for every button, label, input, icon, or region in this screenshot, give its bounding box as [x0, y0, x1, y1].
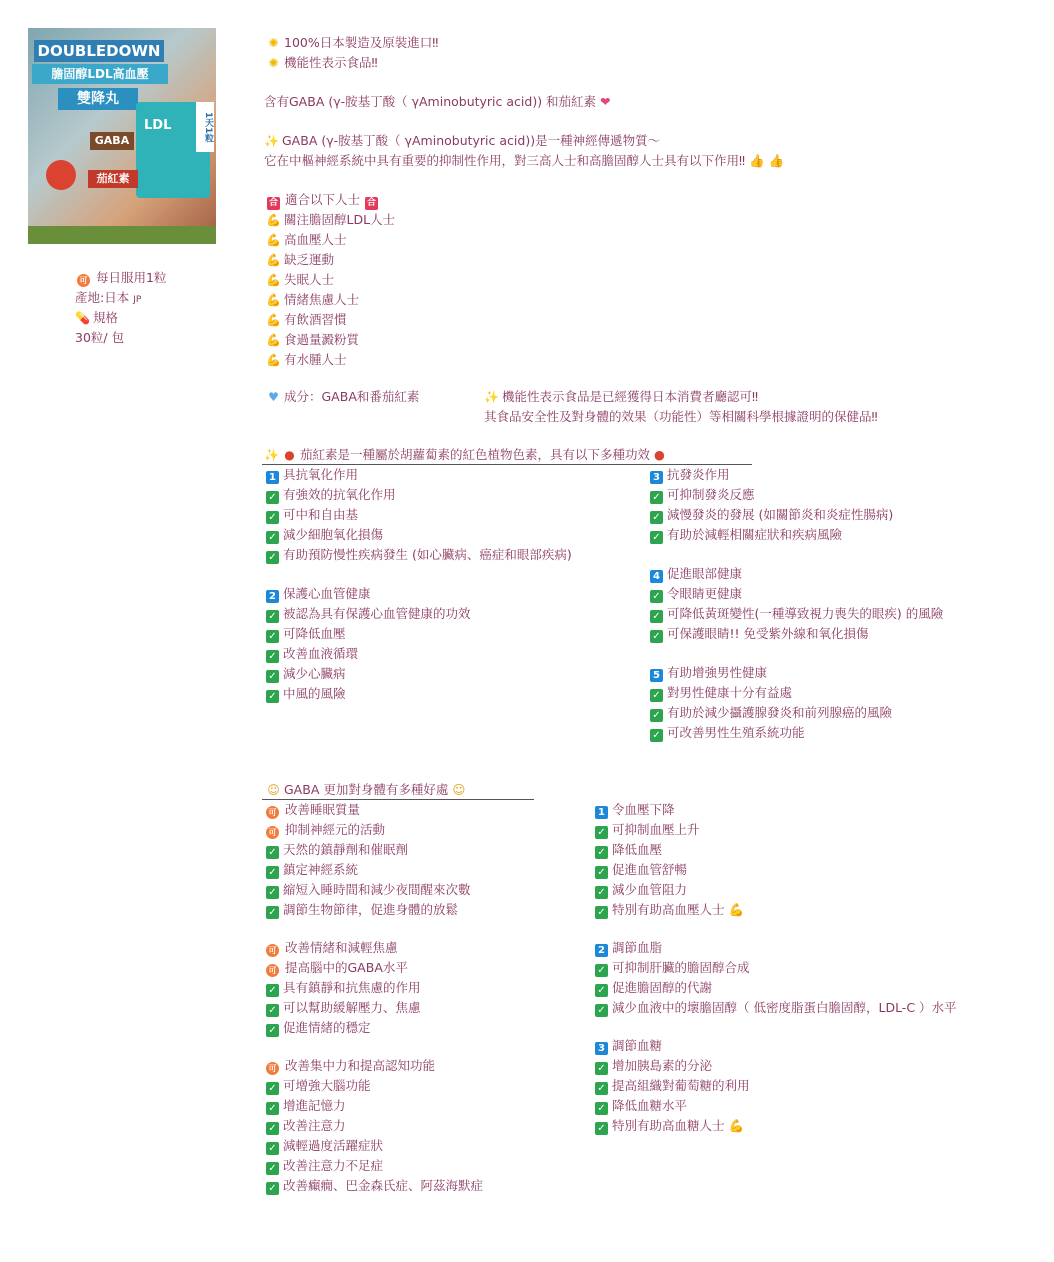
- muscle-icon: 💪: [728, 902, 745, 917]
- check-icon: ✓: [266, 650, 279, 663]
- list-item: [266, 1018, 483, 1038]
- list-item-text: 提高組織對葡萄糖的利用: [612, 1078, 750, 1093]
- gaba-right: [595, 800, 957, 1136]
- list-item: [595, 840, 957, 860]
- list-item-text: 特別有助高血壓人士: [612, 902, 725, 917]
- list-item-text: 減少血管阻力: [612, 882, 688, 897]
- check-icon: ✓: [266, 1122, 279, 1135]
- list-item-text: 可中和自由基: [283, 507, 359, 522]
- list-item: [595, 1076, 957, 1096]
- suitable-list: [266, 210, 395, 370]
- list-item: [266, 545, 572, 565]
- blue-heart-icon: ♥: [268, 390, 279, 404]
- list-item-text: 具有鎮靜和抗焦慮的作用: [283, 980, 421, 995]
- list-item-text: 可降低黃斑變性(一種導致視力喪失的眼疾) 的風險: [667, 606, 944, 621]
- list-item: [650, 723, 943, 743]
- heart-eyes-icon: ☺: [267, 783, 280, 797]
- check-icon: ✓: [595, 1004, 608, 1017]
- gaba-left: [266, 800, 483, 1196]
- list-item: [266, 1116, 483, 1136]
- sparkle-icon: ✨: [264, 448, 279, 462]
- muscle-icon: 💪: [728, 1118, 745, 1133]
- list-item: [266, 210, 395, 230]
- section-head: [650, 465, 943, 485]
- ingredients-text: 成分：GABA和番茄紅素: [284, 389, 420, 404]
- intro-line-1: [266, 33, 438, 53]
- check-icon: ✓: [650, 491, 663, 504]
- ingredients-note-1: [484, 387, 758, 407]
- origin-line: [75, 288, 141, 310]
- list-item: [266, 644, 572, 664]
- check-icon: ✓: [266, 1142, 279, 1155]
- tomato-icon: ●: [654, 447, 665, 462]
- check-icon: ✓: [595, 826, 608, 839]
- check-icon: ✓: [266, 551, 279, 564]
- list-item-text: 高血壓人士: [284, 232, 347, 247]
- check-icon: ✓: [266, 511, 279, 524]
- list-item: [266, 1176, 483, 1196]
- list-item-text: 有助於減少攝護腺發炎和前列腺癌的風險: [667, 705, 893, 720]
- gaba-title-text: GABA 更加對身體有多種好處: [284, 782, 449, 797]
- heart-icon: ❤: [600, 94, 611, 109]
- ingredients-note-2: 其食品安全性及對身體的效果（功能性）等相關科學根據證明的保健品‼: [484, 409, 878, 424]
- list-item: [266, 250, 395, 270]
- list-item-text: 失眠人士: [284, 272, 335, 287]
- list-item-text: 缺乏運動: [284, 252, 335, 267]
- muscle-icon: 💪: [266, 313, 281, 327]
- list-item-text: 有助預防慢性疾病發生 (如心臟病、癌症和眼部疾病): [283, 547, 572, 562]
- muscle-icon: 💪: [266, 233, 281, 247]
- number-icon: 1: [595, 806, 608, 819]
- list-item-text: 減少血液中的壞膽固醇（ 低密度脂蛋白膽固醇，LDL-C ）水平: [612, 1000, 957, 1015]
- list-item: [650, 683, 943, 703]
- gaba-def-text: GABA (γ-胺基丁酸（ γAminobutyric acid))是一種神經傳遞物質～: [282, 133, 661, 148]
- gaba-def-line-2: [264, 151, 784, 171]
- list-item: [266, 840, 483, 860]
- list-item: [266, 505, 572, 525]
- check-icon: ✓: [266, 1082, 279, 1095]
- number-icon: 5: [650, 669, 663, 682]
- list-item-text: 食過量澱粉質: [284, 332, 360, 347]
- section-head: [595, 800, 957, 820]
- list-item-text: 增加胰島素的分泌: [612, 1058, 713, 1073]
- section-head-text: 促進眼部健康: [667, 566, 743, 581]
- lycopene-title: [264, 445, 665, 465]
- list-item: [595, 1096, 957, 1116]
- list-item: [650, 505, 943, 525]
- muscle-icon: 💪: [266, 273, 281, 287]
- product-tag: 雙降丸: [58, 88, 138, 110]
- section-head: [266, 938, 483, 958]
- list-item: [266, 350, 395, 370]
- list-item-text: 可抑制發炎反應: [667, 487, 755, 502]
- spacer: [650, 545, 943, 564]
- list-item-text: 改善注意力: [283, 1118, 346, 1133]
- heart-eyes-icon: ☺: [452, 782, 466, 797]
- ok-icon: 可: [266, 1062, 279, 1075]
- lycopene-title-text: 茄紅素是一種屬於胡蘿蔔素的紅色植物色素，具有以下多種功效: [300, 447, 651, 462]
- list-item: [266, 1136, 483, 1156]
- number-icon: 2: [266, 590, 279, 603]
- section-head: [266, 1056, 483, 1076]
- spec-value: 30粒/ 包: [75, 330, 125, 345]
- origin-suffix: JP: [133, 295, 142, 305]
- muscle-icon: 💪: [266, 353, 281, 367]
- check-icon: ✓: [266, 1004, 279, 1017]
- list-item-text: 減少細胞氧化損傷: [283, 527, 384, 542]
- check-icon: ✓: [266, 690, 279, 703]
- list-item: [266, 1156, 483, 1176]
- section-head-text: 調節血糖: [612, 1038, 663, 1053]
- ok-icon: 可: [266, 826, 279, 839]
- check-icon: ✓: [266, 1024, 279, 1037]
- product-subtitle: 膽固醇LDL高血壓: [32, 64, 168, 84]
- number-icon: 4: [650, 570, 663, 583]
- thumbs-up-icon: 👍: [749, 153, 765, 168]
- list-item-text: 可改善男性生殖系統功能: [667, 725, 805, 740]
- check-icon: ✓: [266, 886, 279, 899]
- ok-icon: 可: [266, 806, 279, 819]
- origin-text: 產地:日本: [75, 290, 130, 305]
- ok-icon: 可: [266, 944, 279, 957]
- sun-icon: ✺: [268, 36, 279, 50]
- list-item: [650, 485, 943, 505]
- list-item-text: 令眼睛更健康: [667, 586, 743, 601]
- check-icon: ✓: [595, 984, 608, 997]
- check-icon: ✓: [650, 590, 663, 603]
- spacer: [266, 565, 572, 584]
- gaba-badge: GABA: [90, 132, 134, 150]
- check-icon: ✓: [595, 906, 608, 919]
- muscle-icon: 💪: [266, 213, 281, 227]
- list-item: [266, 1096, 483, 1116]
- list-item-text: 有強效的抗氧化作用: [283, 487, 396, 502]
- check-icon: ✓: [266, 610, 279, 623]
- list-item-text: 增進記憶力: [283, 1098, 346, 1113]
- sun-icon: ✺: [268, 56, 279, 70]
- check-icon: ✓: [595, 866, 608, 879]
- dose-text: 每日服用1粒: [96, 270, 167, 285]
- contains-line: [264, 92, 611, 112]
- list-item-text: 促進膽固醇的代謝: [612, 980, 713, 995]
- spec-label: 規格: [93, 310, 119, 325]
- list-item-text: 降低血糖水平: [612, 1098, 688, 1113]
- list-item-text: 特別有助高血糖人士: [612, 1118, 725, 1133]
- list-item-text: 鎮定神經系統: [283, 862, 359, 877]
- section-head: [266, 584, 572, 604]
- contains-text: 含有GABA (γ-胺基丁酸（ γAminobutyric acid)) 和茄紅素: [264, 94, 597, 109]
- list-item: [266, 998, 483, 1018]
- list-item: [595, 958, 957, 978]
- list-item: [266, 310, 395, 330]
- suitable-title: [262, 190, 383, 210]
- number-icon: 1: [266, 471, 279, 484]
- section-head-text: 有助增強男性健康: [667, 665, 768, 680]
- list-item: [266, 900, 483, 920]
- check-icon: ✓: [650, 610, 663, 623]
- lycopene-right: [650, 465, 943, 743]
- list-item: [595, 860, 957, 880]
- check-icon: ✓: [266, 846, 279, 859]
- list-item: [266, 525, 572, 545]
- list-item-text: 可抑制肝臟的膽固醇合成: [612, 960, 750, 975]
- side-badge: 1天1粒: [196, 102, 214, 152]
- lycopene-left: [266, 465, 572, 704]
- list-item-text: 可降低血壓: [283, 626, 346, 641]
- product-image: [28, 28, 216, 244]
- intro-text-2: 機能性表示食品‼: [284, 55, 378, 70]
- list-item: [650, 624, 943, 644]
- list-item: [595, 998, 957, 1018]
- list-item: [266, 978, 483, 998]
- list-item: [266, 664, 572, 684]
- list-item: [266, 1076, 483, 1096]
- list-item-text: 減慢發炎的發展 (如關節炎和炎症性腸病): [667, 507, 894, 522]
- pack-label: LDL: [144, 118, 172, 133]
- section-head-text: 改善集中力和提高認知功能: [285, 1058, 436, 1073]
- suitable-title-text: 適合以下人士: [285, 192, 361, 207]
- section-head: [650, 564, 943, 584]
- section-head: [595, 938, 957, 958]
- list-item-text: 情緒焦慮人士: [284, 292, 360, 307]
- section-head: [266, 800, 483, 820]
- list-item: [266, 880, 483, 900]
- ok-icon: 可: [77, 274, 90, 287]
- brand-banner: DOUBLEDOWN: [34, 40, 164, 62]
- sparkle-icon: ✨: [484, 390, 499, 404]
- sparkle-icon: ✨: [264, 134, 279, 148]
- list-item: [595, 1056, 957, 1076]
- number-icon: 3: [595, 1042, 608, 1055]
- list-item-text: 降低血壓: [612, 842, 663, 857]
- section-head-text: 保護心血管健康: [283, 586, 371, 601]
- ingredients-note-text-1: 機能性表示食品是已經獲得日本消費者廳認可‼: [502, 389, 759, 404]
- intro-text-1: 100%日本製造及原裝進口‼: [284, 35, 439, 50]
- list-item: [595, 900, 957, 920]
- tomato-badge: 茄紅素: [88, 170, 138, 188]
- spacer: [266, 920, 483, 938]
- list-item: [266, 485, 572, 505]
- list-item-text: 促進血管舒暢: [612, 862, 688, 877]
- list-item-text: 調節生物節律，促進身體的放鬆: [283, 902, 459, 917]
- list-item-text: 天然的鎮靜劑和催眠劑: [283, 842, 409, 857]
- section-head: [266, 465, 572, 485]
- check-icon: ✓: [650, 511, 663, 524]
- pill-icon: 💊: [75, 311, 90, 325]
- list-item-text: 可抑制血壓上升: [612, 822, 700, 837]
- list-item: [650, 604, 943, 624]
- ingredients-line: [266, 387, 419, 407]
- list-item-text: 有水腫人士: [284, 352, 347, 367]
- list-item: [266, 290, 395, 310]
- list-item-text: 改善血液循環: [283, 646, 359, 661]
- section-head-text: 抑制神經元的活動: [285, 822, 386, 837]
- gaba-def-line: [264, 131, 660, 151]
- gaba-title: [266, 780, 465, 800]
- number-icon: 3: [650, 471, 663, 484]
- tomato-icon: [46, 160, 76, 190]
- list-item-text: 被認為具有保護心血管健康的功效: [283, 606, 471, 621]
- spacer: [650, 644, 943, 663]
- check-icon: ✓: [266, 531, 279, 544]
- spacer: [595, 920, 957, 938]
- list-item: [266, 270, 395, 290]
- check-icon: ✓: [266, 906, 279, 919]
- list-item-text: 減少心臟病: [283, 666, 346, 681]
- check-icon: ✓: [650, 689, 663, 702]
- check-icon: ✓: [266, 984, 279, 997]
- section-head-text: 具抗氧化作用: [283, 467, 359, 482]
- check-icon: ✓: [266, 491, 279, 504]
- fit-icon: 合: [268, 198, 278, 208]
- check-icon: ✓: [595, 886, 608, 899]
- section-head: [266, 958, 483, 978]
- list-item: [266, 604, 572, 624]
- list-item-text: 促進情緒的穩定: [283, 1020, 371, 1035]
- check-icon: ✓: [266, 1102, 279, 1115]
- muscle-icon: 💪: [266, 253, 281, 267]
- list-item: [595, 1116, 957, 1136]
- list-item: [266, 684, 572, 704]
- list-item-text: 改善注意力不足症: [283, 1158, 384, 1173]
- section-head-text: 改善情緒和減輕焦慮: [285, 940, 398, 955]
- check-icon: ✓: [266, 1162, 279, 1175]
- list-item-text: 關注膽固醇LDL人士: [284, 212, 396, 227]
- list-item: [266, 624, 572, 644]
- list-item-text: 可增強大腦功能: [283, 1078, 371, 1093]
- muscle-icon: 💪: [266, 333, 281, 347]
- list-item: [266, 330, 395, 350]
- list-item-text: 縮短入睡時間和減少夜間醒來次數: [283, 882, 471, 897]
- check-icon: ✓: [650, 531, 663, 544]
- spacer: [595, 1018, 957, 1036]
- list-item-text: 可保護眼睛!! 免受紫外線和氧化損傷: [667, 626, 869, 641]
- number-icon: 2: [595, 944, 608, 957]
- check-icon: ✓: [595, 1122, 608, 1135]
- check-icon: ✓: [650, 630, 663, 643]
- gaba-def-text-2: 它在中樞神經系統中具有重要的抑制性作用，對三高人士和高膽固醇人士具有以下作用‼: [264, 153, 746, 168]
- list-item: [595, 880, 957, 900]
- list-item: [595, 978, 957, 998]
- section-head-text: 令血壓下降: [612, 802, 675, 817]
- list-item: [650, 525, 943, 545]
- section-head: [266, 820, 483, 840]
- list-item-text: 對男性健康十分有益處: [667, 685, 793, 700]
- spec-line: [75, 308, 118, 328]
- tomato-icon: ●: [284, 448, 295, 462]
- muscle-icon: 💪: [266, 293, 281, 307]
- check-icon: ✓: [595, 1102, 608, 1115]
- list-item-text: 中風的風險: [283, 686, 346, 701]
- check-icon: ✓: [650, 709, 663, 722]
- section-head-text: 改善睡眠質量: [285, 802, 361, 817]
- fit-icon: 合: [367, 198, 377, 208]
- list-item: [595, 820, 957, 840]
- list-item-text: 有飲酒習慣: [284, 312, 347, 327]
- section-head-text: 調節血脂: [612, 940, 663, 955]
- check-icon: ✓: [266, 1182, 279, 1195]
- check-icon: ✓: [595, 964, 608, 977]
- section-head-text: 提高腦中的GABA水平: [285, 960, 408, 975]
- list-item-text: 改善癲癇、巴金森氏症、阿茲海默症: [283, 1178, 484, 1193]
- check-icon: ✓: [266, 866, 279, 879]
- section-head-text: 抗發炎作用: [667, 467, 730, 482]
- dose-line: [77, 268, 166, 288]
- check-icon: ✓: [266, 670, 279, 683]
- list-item-text: 減輕過度活躍症狀: [283, 1138, 384, 1153]
- list-item-text: 可以幫助緩解壓力、焦慮: [283, 1000, 421, 1015]
- intro-line-2: [266, 53, 378, 73]
- section-head: [650, 663, 943, 683]
- section-head: [595, 1036, 957, 1056]
- list-item: [650, 584, 943, 604]
- ok-icon: 可: [266, 964, 279, 977]
- check-icon: ✓: [650, 729, 663, 742]
- list-item: [266, 230, 395, 250]
- check-icon: ✓: [595, 846, 608, 859]
- list-item: [266, 860, 483, 880]
- check-icon: ✓: [266, 630, 279, 643]
- list-item: [650, 703, 943, 723]
- spacer: [266, 1038, 483, 1056]
- bottom-banner: [28, 226, 216, 244]
- thumbs-up-icon: 👍: [768, 153, 785, 168]
- list-item-text: 有助於減輕相關症狀和疾病風險: [667, 527, 843, 542]
- check-icon: ✓: [595, 1082, 608, 1095]
- check-icon: ✓: [595, 1062, 608, 1075]
